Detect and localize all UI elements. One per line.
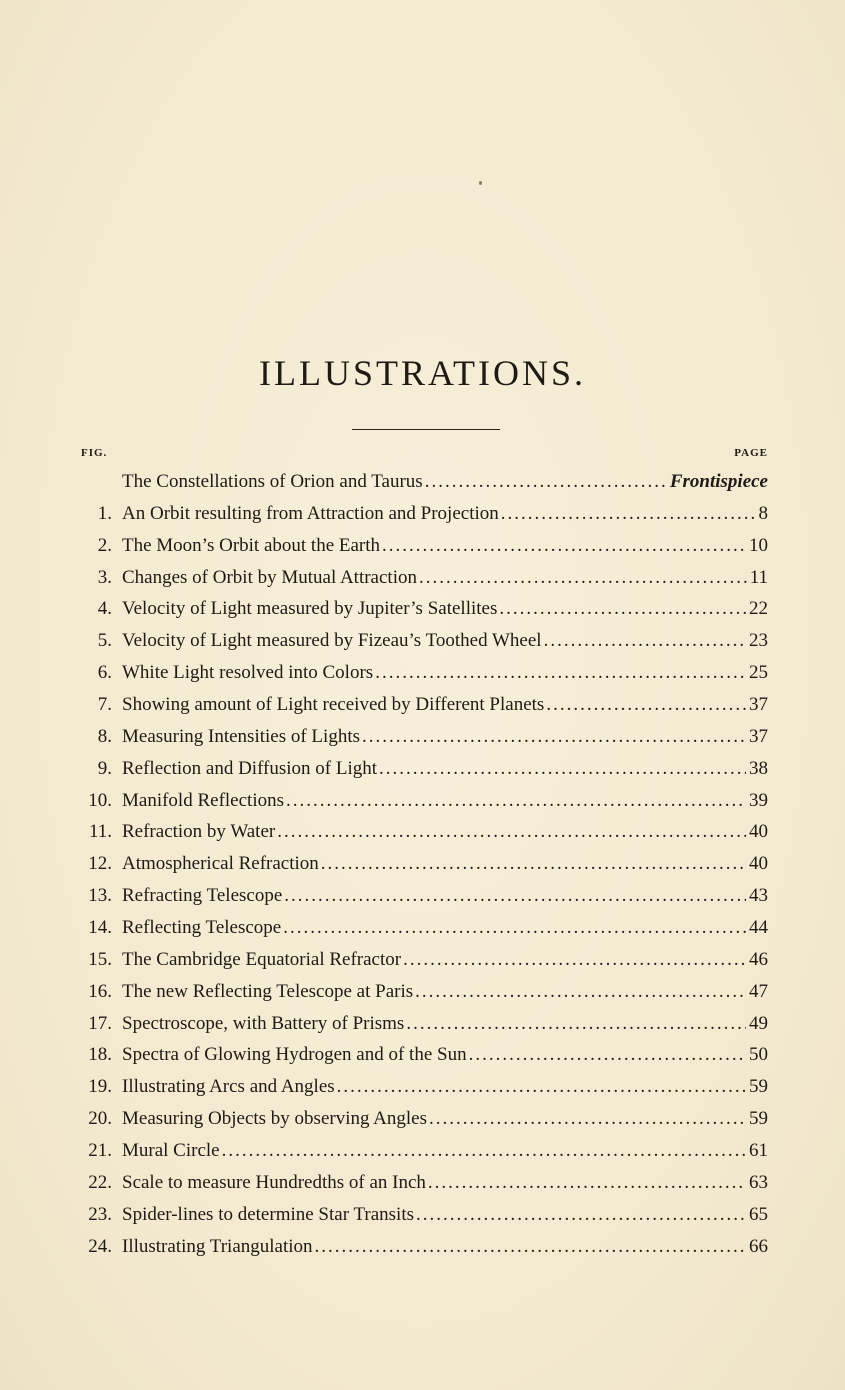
page-number: 22 xyxy=(749,598,768,620)
list-item xyxy=(0,625,845,657)
page-number: 63 xyxy=(749,1171,768,1193)
illustrations-list xyxy=(0,466,845,1262)
dot-leader xyxy=(375,657,746,689)
dot-leader xyxy=(419,562,747,594)
list-item xyxy=(0,721,845,753)
list-item xyxy=(0,785,845,817)
dot-leader xyxy=(284,880,746,912)
dot-leader xyxy=(321,848,746,880)
dot-leader xyxy=(379,753,746,785)
entry-line xyxy=(122,625,768,657)
page-number: 37 xyxy=(749,694,768,716)
list-item xyxy=(0,976,845,1008)
paper-speck xyxy=(479,181,482,185)
entry-line xyxy=(122,976,768,1008)
entry-line xyxy=(122,1071,768,1103)
page-number: 61 xyxy=(749,1140,768,1162)
page-title: ILLUSTRATIONS. xyxy=(259,353,586,393)
list-item xyxy=(0,562,845,594)
entry-line xyxy=(122,816,768,848)
page-number: 25 xyxy=(749,662,768,684)
page-number: 66 xyxy=(749,1235,768,1257)
list-item xyxy=(0,1039,845,1071)
illustration-title: Velocity of Light measured by Jupiter’s Satellites xyxy=(122,598,498,620)
dot-leader xyxy=(362,721,746,753)
illustration-title: Refraction by Water xyxy=(122,821,276,843)
illustration-title: Spider-lines to determine Star Transits xyxy=(122,1203,414,1225)
figure-number: 23. xyxy=(88,1203,112,1225)
page-number: 43 xyxy=(749,885,768,907)
page-number: 46 xyxy=(749,948,768,970)
entry-line xyxy=(122,1135,768,1167)
entry-line xyxy=(122,1167,768,1199)
entry-line xyxy=(122,593,768,625)
page-number: 37 xyxy=(749,725,768,747)
illustration-title: The Moon’s Orbit about the Earth xyxy=(122,534,381,556)
dot-leader xyxy=(544,625,746,657)
page-column-header: PAGE xyxy=(734,447,768,459)
dot-leader xyxy=(469,1039,746,1071)
list-item xyxy=(0,1103,845,1135)
list-item xyxy=(0,816,845,848)
title-rule xyxy=(352,429,500,430)
page-number: 49 xyxy=(749,1012,768,1034)
illustration-title: The Constellations of Orion and Taurus xyxy=(122,471,423,492)
figure-number: 8. xyxy=(97,725,112,747)
figure-number: 6. xyxy=(97,662,112,684)
illustration-title: Illustrating Arcs and Angles xyxy=(122,1076,335,1098)
figure-number: 21. xyxy=(88,1140,112,1162)
page-number: 8 xyxy=(758,502,768,524)
dot-leader xyxy=(546,689,746,721)
page-number: 38 xyxy=(749,757,768,779)
page-number: 65 xyxy=(749,1203,768,1225)
illustration-title: Spectra of Glowing Hydrogen and of the Sun xyxy=(122,1044,467,1066)
illustration-title: The Cambridge Equatorial Refractor xyxy=(122,948,402,970)
page-number: 59 xyxy=(749,1108,768,1130)
illustration-title: Changes of Orbit by Mutual Attraction xyxy=(122,566,417,588)
dot-leader xyxy=(428,1167,746,1199)
figure-number: 1. xyxy=(97,502,112,524)
entry-line xyxy=(122,498,768,530)
illustration-title: An Orbit resulting from Attraction and Projection xyxy=(122,502,499,524)
figure-number: 2. xyxy=(97,534,112,556)
dot-leader xyxy=(382,530,746,562)
fig-column-header: FIG. xyxy=(81,447,108,459)
list-item xyxy=(0,1167,845,1199)
entry-line xyxy=(122,1199,768,1231)
figure-number: 5. xyxy=(97,630,112,652)
page-number: 47 xyxy=(749,980,768,1002)
illustration-title: Reflecting Telescope xyxy=(122,917,282,939)
figure-number: 20. xyxy=(88,1108,112,1130)
illustration-title: Refracting Telescope xyxy=(122,885,283,907)
dot-leader xyxy=(283,912,746,944)
entry-line xyxy=(122,562,768,594)
entry-line xyxy=(122,944,768,976)
illustration-title: Reflection and Diffusion of Light xyxy=(122,757,378,779)
entry-line xyxy=(122,785,768,817)
page-number: 44 xyxy=(749,917,768,939)
entry-line xyxy=(122,1103,768,1135)
list-item xyxy=(0,1135,845,1167)
dot-leader xyxy=(286,785,746,817)
entry-line xyxy=(122,530,768,562)
figure-number: 12. xyxy=(88,853,112,875)
figure-number: 14. xyxy=(88,917,112,939)
figure-number: 18. xyxy=(88,1044,112,1066)
illustration-title: Atmospherical Refraction xyxy=(122,853,319,875)
list-item xyxy=(0,1008,845,1040)
list-item xyxy=(0,1231,845,1263)
list-item xyxy=(0,848,845,880)
list-item xyxy=(0,944,845,976)
figure-number: 15. xyxy=(88,948,112,970)
dot-leader xyxy=(416,1199,746,1231)
page-number: 40 xyxy=(749,821,768,843)
figure-number: 4. xyxy=(97,598,112,620)
dot-leader xyxy=(403,944,746,976)
illustration-title: White Light resolved into Colors xyxy=(122,662,374,684)
figure-number: 17. xyxy=(88,1012,112,1034)
list-item xyxy=(0,657,845,689)
figure-number: 7. xyxy=(97,694,112,716)
figure-number: 16. xyxy=(88,980,112,1002)
page-number: 50 xyxy=(749,1044,768,1066)
entry-line xyxy=(122,880,768,912)
list-item xyxy=(0,912,845,944)
illustration-title: Scale to measure Hundredths of an Inch xyxy=(122,1171,426,1193)
dot-leader xyxy=(415,976,746,1008)
figure-number: 9. xyxy=(97,757,112,779)
page-number: 11 xyxy=(749,566,768,588)
entry-line xyxy=(122,657,768,689)
dot-leader xyxy=(425,466,667,498)
illustration-title: Illustrating Triangulation xyxy=(122,1235,313,1257)
figure-number: 3. xyxy=(97,566,112,588)
entry-line xyxy=(122,848,768,880)
page-number: 10 xyxy=(749,534,768,556)
dot-leader xyxy=(337,1071,746,1103)
illustration-title: Manifold Reflections xyxy=(122,789,284,811)
entry-line xyxy=(122,912,768,944)
dot-leader xyxy=(501,498,756,530)
page-number: 59 xyxy=(749,1076,768,1098)
list-item xyxy=(0,593,845,625)
list-item xyxy=(0,498,845,530)
dot-leader xyxy=(315,1231,746,1263)
illustration-title: Measuring Objects by observing Angles xyxy=(122,1108,428,1130)
illustration-title: The new Reflecting Telescope at Paris xyxy=(122,980,414,1002)
list-item xyxy=(0,689,845,721)
list-item xyxy=(0,880,845,912)
entry-line xyxy=(122,466,768,498)
page-number: 23 xyxy=(749,630,768,652)
page-number: 39 xyxy=(749,789,768,811)
page-number: 40 xyxy=(749,853,768,875)
list-item xyxy=(0,530,845,562)
list-item xyxy=(0,466,845,498)
illustration-title: Showing amount of Light received by Different Planets xyxy=(122,694,545,716)
illustration-title: Velocity of Light measured by Fizeau’s Toothed Wheel xyxy=(122,630,542,652)
entry-line xyxy=(122,1231,768,1263)
illustration-title: Mural Circle xyxy=(122,1140,220,1162)
entry-line xyxy=(122,721,768,753)
dot-leader xyxy=(277,816,746,848)
page-number: Frontispiece xyxy=(669,471,768,492)
list-item xyxy=(0,753,845,785)
figure-number: 10. xyxy=(88,789,112,811)
entry-line xyxy=(122,753,768,785)
dot-leader xyxy=(406,1008,746,1040)
dot-leader xyxy=(499,593,746,625)
entry-line xyxy=(122,1039,768,1071)
illustration-title: Spectroscope, with Battery of Prisms xyxy=(122,1012,405,1034)
figure-number: 22. xyxy=(88,1171,112,1193)
figure-number: 11. xyxy=(88,821,112,843)
figure-number: 19. xyxy=(88,1076,112,1098)
list-item xyxy=(0,1199,845,1231)
dot-leader xyxy=(222,1135,746,1167)
illustration-title: Measuring Intensities of Lights xyxy=(122,725,360,747)
entry-line xyxy=(122,1008,768,1040)
dot-leader xyxy=(429,1103,746,1135)
list-item xyxy=(0,1071,845,1103)
entry-line xyxy=(122,689,768,721)
figure-number: 13. xyxy=(88,885,112,907)
figure-number: 24. xyxy=(88,1235,112,1257)
